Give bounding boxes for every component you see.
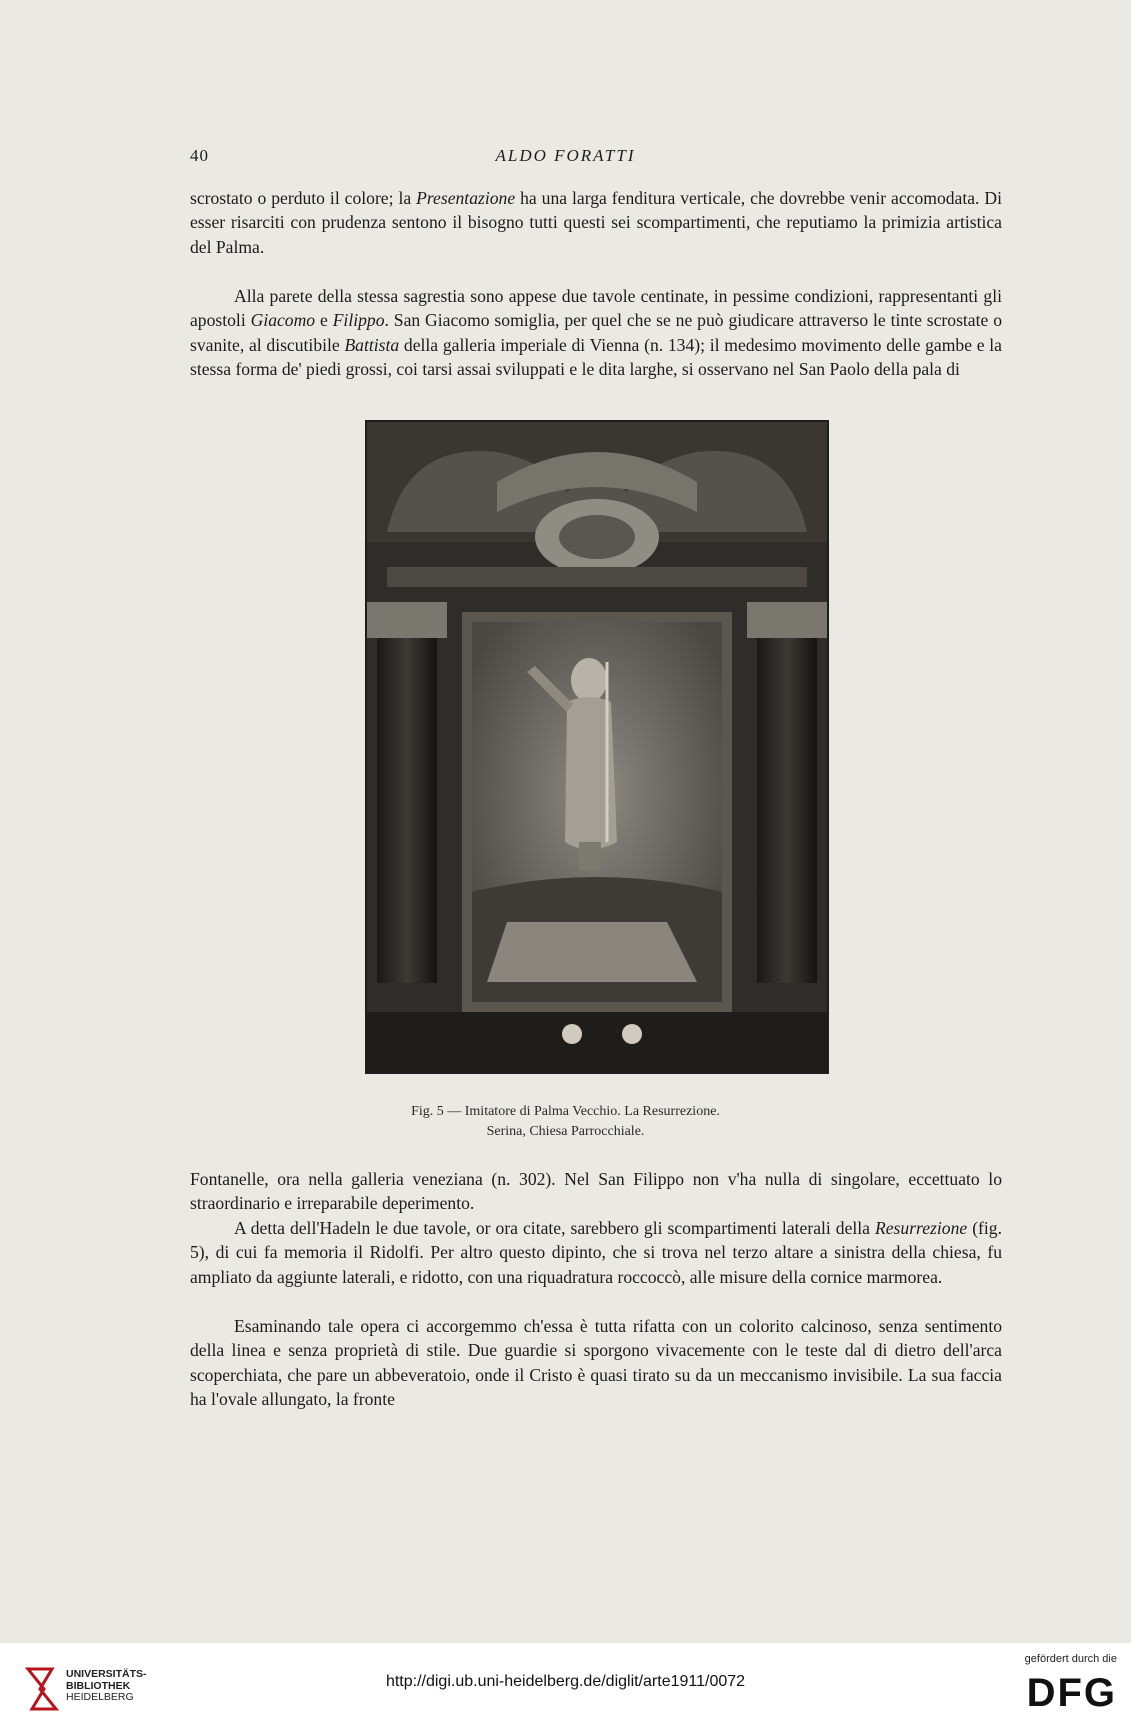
paragraph-5: Esaminando tale opera ci accorgemmo ch'essa è tutta rifatta con un colorito calcinoso, senza sentimento della linea e senza proprietà di stile. Due guardie si sporgono vivacemente con le teste dal di dietro dell'arca scoperchiata, che pare un abbeveratoio, onde il Cristo è quasi tirato su da un meccanismo invisibile. La sua faccia ha l'ovale allungato, la fronte [190,1316,1002,1410]
figure-caption: Fig. 5 — Imitatore di Palma Vecchio. La Resurrezione. [411,1104,720,1119]
italic-term: Giacomo [250,310,316,331]
library-name: UNIVERSITÄTS- BIBLIOTHEK HEIDELBERG [66,1668,147,1703]
paragraph-4: A detta dell'Hadeln le due tavole, or ora citate, sarebbero gli scompartimenti laterali della Resurrezione (fig. 5), di cui fa memoria il Ridolfi. Per altro questo dipinto, che si trova nel terzo altare a sinistra della chiesa, fu ampliato da aggiunte laterali, e ridotto, con una riquadratura roccoccò, alle misure della cornice marmorea. [190,1218,1003,1287]
italic-term: Resurrezione [875,1218,968,1238]
paragraph-1: scrostato o perduto il colore; la Presentazione ha una larga fenditura verticale, che dovrebbe venir accomodata. Di esser risarciti con prudenza sentono il bisogno tutti questi sei scompartimenti, che reputiamo la primizia artistica del Palma. [190,188,1002,257]
running-title: ALDO FORATTI [495,146,636,165]
italic-term: Battista [344,334,400,355]
paragraph-2: Alla parete della stessa sagrestia sono appese due tavole centinate, in pessime condizioni, rappresentanti gli apostoli Giacomo e Filippo. San Giacomo somiglia, per quel che se ne può giudicare attraverso le tinte scrostate o svanite, al discutibile Battista della galleria imperiale di Vienna (n. 134); il medesimo movimento delle gambe e la stessa forma de' piedi grossi, coi tarsi assai sviluppati e le dita larghe, si osservano nel San Paolo della pala di [190,286,1002,380]
viewer-footer [0,1643,1131,1725]
altar-photograph [365,420,829,1074]
funding-label: gefördert durch die [1024,1653,1117,1665]
paragraph-3: Fontanelle, ora nella galleria veneziana (n. 302). Nel San Filippo non v'ha nulla di singolare, eccettuato lo straordinario e irreparabile deperimento. [190,1169,1002,1214]
dfg-logo: DFG [1026,1671,1117,1715]
permalink-url[interactable]: http://digi.ub.uni-heidelberg.de/diglit/arte1911/0072 [385,1673,746,1690]
italic-term: Presentazione [416,188,516,208]
page-number: 40 [190,146,209,165]
figure-caption-location: Serina, Chiesa Parrocchiale. [486,1124,645,1139]
italic-term: Filippo [332,310,385,331]
